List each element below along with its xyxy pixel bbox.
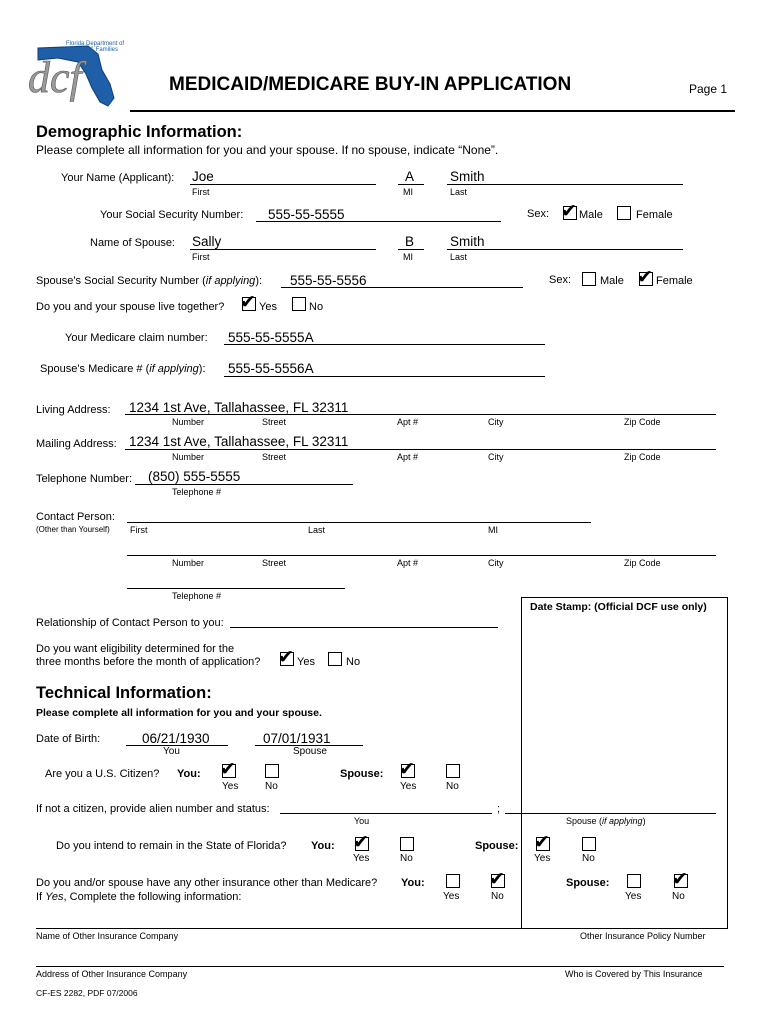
citizen-you-label: You: [177, 768, 201, 780]
technical-instructions: Please complete all information for you and your spouse. [36, 707, 322, 719]
insurance-you-label: You: [401, 877, 425, 889]
caption-dob-spouse: Spouse [293, 746, 327, 757]
insurance-you-yes-label: Yes [443, 891, 460, 902]
alien-number-label: If not a citizen, provide alien number and status: [36, 803, 270, 815]
relationship-label: Relationship of Contact Person to you: [36, 617, 224, 629]
spouse-female-checkmark-icon: ✔ [637, 266, 653, 288]
telephone-line [135, 484, 353, 485]
live-together-yes-label: Yes [259, 301, 277, 313]
caption-apt: Apt # [397, 417, 419, 427]
eligibility-question-line2: three months before the month of application? [36, 656, 261, 668]
live-together-question: Do you and your spouse live together? [36, 301, 225, 313]
florida-spouse-yes-checkmark-icon: ✔ [534, 831, 550, 853]
applicant-mi-line [398, 184, 424, 185]
spouse-medicare-input[interactable]: 555-55-5556A [228, 361, 314, 376]
insurance-spouse-no-checkmark-icon: ✔ [672, 868, 688, 890]
applicant-mi-input[interactable]: A [405, 169, 415, 184]
florida-spouse-no-label: No [582, 853, 595, 864]
applicant-first-input[interactable]: Joe [192, 169, 214, 184]
spouse-female-label: Female [656, 275, 693, 287]
caption-zip: Zip Code [624, 558, 661, 568]
insurance-spouse-yes-label: Yes [625, 891, 642, 902]
contact-person-label: Contact Person: [36, 511, 115, 523]
applicant-sex-label: Sex: [527, 208, 550, 220]
caption-contact-mi: MI [488, 525, 498, 535]
spouse-ssn-label: Spouse’s Social Security Number (if applying): [36, 275, 263, 287]
spouse-mi-line [398, 249, 424, 250]
caption-first: First [192, 187, 210, 197]
caption-street: Street [262, 452, 287, 462]
alien-spouse-line[interactable] [505, 813, 716, 814]
florida-spouse-yes-label: Yes [534, 853, 551, 864]
spouse-ssn-input[interactable]: 555-55-5556 [290, 273, 367, 288]
alien-you-line[interactable] [280, 813, 492, 814]
florida-spouse-no-checkbox[interactable] [582, 837, 596, 851]
living-address-label: Living Address: [36, 404, 111, 416]
caption-insurance-covered: Who is Covered by This Insurance [565, 969, 703, 979]
caption-last: Last [450, 252, 468, 262]
dob-label: Date of Birth: [36, 733, 101, 745]
applicant-last-line [447, 184, 683, 185]
insurance-address-line[interactable] [36, 966, 724, 967]
spouse-medicare-line [224, 376, 545, 377]
caption-number: Number [172, 417, 205, 427]
header-rule [130, 110, 735, 112]
caption-contact-last: Last [308, 525, 326, 535]
florida-you-no-label: No [400, 853, 413, 864]
mailing-address-label: Mailing Address: [36, 438, 117, 450]
applicant-last-input[interactable]: Smith [450, 169, 485, 184]
spouse-sex-label: Sex: [549, 274, 572, 286]
caption-mi: MI [403, 252, 413, 262]
logo-letters: dcf [28, 53, 82, 102]
florida-question: Do you intend to remain in the State of Florida? [56, 840, 287, 852]
citizen-spouse-no-checkbox[interactable] [446, 764, 460, 778]
contact-person-sublabel: (Other than Yourself) [36, 525, 110, 534]
caption-contact-first: First [130, 525, 148, 535]
insurance-spouse-no-label: No [672, 891, 685, 902]
applicant-female-label: Female [636, 209, 673, 221]
caption-insurance-policy: Other Insurance Policy Number [580, 931, 706, 941]
caption-alien-spouse: Spouse (if applying) [566, 816, 646, 826]
telephone-label: Telephone Number: [36, 473, 133, 485]
citizen-spouse-yes-label: Yes [400, 781, 417, 792]
date-stamp-box [521, 597, 728, 929]
caption-insurance-address: Address of Other Insurance Company [36, 969, 188, 979]
caption-city: City [488, 452, 504, 462]
applicant-first-line [190, 184, 376, 185]
live-together-no-label: No [309, 301, 324, 313]
caption-street: Street [262, 558, 287, 568]
citizen-question: Are you a U.S. Citizen? [45, 768, 160, 780]
technical-heading: Technical Information: [36, 684, 212, 702]
insurance-you-no-checkmark-icon: ✔ [489, 868, 505, 890]
caption-dob-you: You [163, 746, 180, 757]
florida-you-yes-label: Yes [353, 853, 370, 864]
demographic-heading: Demographic Information: [36, 123, 243, 141]
caption-apt: Apt # [397, 452, 419, 462]
contact-telephone-line[interactable] [127, 588, 345, 589]
telephone-input[interactable]: (850) 555-5555 [148, 469, 241, 484]
logo-org-line-2: Children & Families [66, 47, 119, 53]
caption-city: City [488, 417, 504, 427]
live-together-yes-checkmark-icon: ✔ [240, 291, 256, 313]
relationship-line[interactable] [230, 627, 498, 628]
mailing-address-input[interactable]: 1234 1st Ave, Tallahassee, FL 32311 [129, 434, 349, 449]
demographic-instructions: Please complete all information for you and your spouse. If no spouse, indicate “None”. [36, 143, 499, 157]
citizen-you-yes-label: Yes [222, 781, 239, 792]
eligibility-no-checkbox[interactable] [328, 652, 342, 666]
citizen-you-no-checkbox[interactable] [265, 764, 279, 778]
spouse-male-checkbox[interactable] [582, 272, 596, 286]
eligibility-no-label: No [346, 656, 361, 668]
eligibility-yes-checkmark-icon: ✔ [278, 646, 294, 668]
insurance-question-line2: If Yes, Complete the following information: [36, 891, 242, 903]
form-title: MEDICAID/MEDICARE BUY-IN APPLICATION [169, 74, 572, 95]
spouse-name-label: Name of Spouse: [90, 237, 175, 249]
spouse-last-input[interactable]: Smith [450, 234, 485, 249]
dob-you-input[interactable]: 06/21/1930 [142, 731, 210, 746]
caption-zip: Zip Code [624, 417, 661, 427]
live-together-no-checkbox[interactable] [292, 297, 306, 311]
spouse-medicare-label: Spouse’s Medicare # (if applying): [40, 363, 206, 375]
citizen-spouse-no-label: No [446, 781, 459, 792]
insurance-question-line1: Do you and/or spouse have any other insurance other than Medicare? [36, 877, 378, 889]
form-id: CF-ES 2282, PDF 07/2006 [36, 988, 138, 998]
logo-org-line-1: Florida Department of [66, 41, 125, 47]
spouse-male-label: Male [600, 275, 624, 287]
spouse-last-line [447, 249, 683, 250]
caption-telephone: Telephone # [172, 591, 222, 601]
citizen-spouse-yes-checkmark-icon: ✔ [399, 758, 415, 780]
applicant-male-checkmark-icon: ✔ [561, 200, 577, 222]
eligibility-yes-label: Yes [297, 656, 315, 668]
citizen-spouse-label: Spouse: [340, 768, 384, 780]
applicant-female-checkbox[interactable] [617, 206, 631, 220]
page-number: Page 1 [689, 82, 728, 96]
dob-spouse-input[interactable]: 07/01/1931 [263, 731, 331, 746]
ssn-label: Your Social Security Number: [100, 209, 244, 221]
caption-zip: Zip Code [624, 452, 661, 462]
citizen-you-no-label: No [265, 781, 278, 792]
mailing-address-line [125, 449, 716, 450]
caption-alien-you: You [354, 816, 370, 826]
alien-separator: ; [497, 803, 501, 815]
caption-mi: MI [403, 187, 413, 197]
caption-last: Last [450, 187, 468, 197]
caption-telephone: Telephone # [172, 487, 222, 497]
caption-insurance-name: Name of Other Insurance Company [36, 931, 179, 941]
insurance-you-yes-checkbox[interactable] [446, 874, 460, 888]
insurance-spouse-label: Spouse: [566, 877, 610, 889]
contact-name-line[interactable] [127, 522, 591, 523]
florida-spouse-label: Spouse: [475, 840, 519, 852]
spouse-mi-input[interactable]: B [405, 234, 415, 249]
eligibility-question-line1: Do you want eligibility determined for the [36, 643, 235, 655]
date-stamp-label: Date Stamp: (Official DCF use only) [530, 601, 707, 613]
insurance-spouse-yes-checkbox[interactable] [627, 874, 641, 888]
caption-number: Number [172, 558, 205, 568]
spouse-first-line [190, 249, 376, 250]
florida-you-label: You: [311, 840, 335, 852]
caption-apt: Apt # [397, 558, 419, 568]
caption-street: Street [262, 417, 287, 427]
medicare-number-label: Your Medicare claim number: [65, 332, 208, 344]
spouse-first-input[interactable]: Sally [192, 234, 222, 249]
ssn-input[interactable]: 555-55-5555 [268, 207, 345, 222]
living-address-input[interactable]: 1234 1st Ave, Tallahassee, FL 32311 [129, 400, 349, 415]
insurance-you-no-label: No [491, 891, 504, 902]
caption-city: City [488, 558, 504, 568]
insurance-name-line[interactable] [36, 928, 724, 929]
caption-number: Number [172, 452, 205, 462]
contact-address-line[interactable] [127, 555, 716, 556]
applicant-name-label: Your Name (Applicant): [61, 172, 175, 184]
citizen-you-yes-checkmark-icon: ✔ [220, 758, 236, 780]
caption-first: First [192, 252, 210, 262]
florida-you-no-checkbox[interactable] [400, 837, 414, 851]
medicare-number-input[interactable]: 555-55-5555A [228, 330, 314, 345]
applicant-male-label: Male [579, 209, 603, 221]
florida-you-yes-checkmark-icon: ✔ [353, 831, 369, 853]
